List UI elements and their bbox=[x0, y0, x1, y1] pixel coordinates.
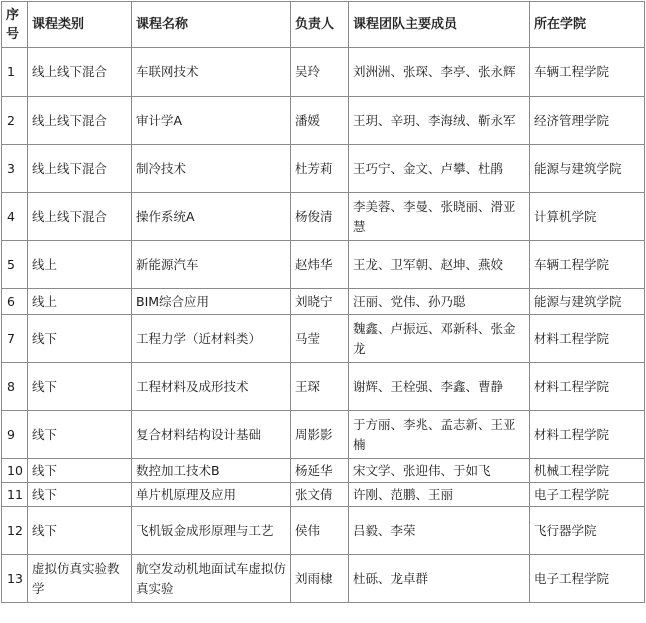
cell-lead: 刘雨棣 bbox=[291, 555, 349, 603]
cell-course-name: 单片机原理及应用 bbox=[132, 483, 291, 507]
cell-course-name: 新能源汽车 bbox=[132, 241, 291, 289]
cell-index: 9 bbox=[2, 411, 28, 459]
cell-index: 8 bbox=[2, 363, 28, 411]
cell-course-name: 航空发动机地面试车虚拟仿真实验 bbox=[132, 555, 291, 603]
header-course-name: 课程名称 bbox=[132, 2, 291, 48]
cell-course-name: 工程力学（近材料类） bbox=[132, 315, 291, 363]
cell-team-members: 刘洲洲、张琛、李亭、张永辉 bbox=[349, 48, 530, 97]
cell-index: 7 bbox=[2, 315, 28, 363]
cell-lead: 杜芳莉 bbox=[291, 145, 349, 193]
cell-course-type: 线上线下混合 bbox=[28, 97, 132, 145]
cell-course-type: 线下 bbox=[28, 315, 132, 363]
cell-team-members: 杜砾、龙卓群 bbox=[349, 555, 530, 603]
table-row bbox=[2, 411, 645, 459]
cell-lead: 马莹 bbox=[291, 315, 349, 363]
header-course-type: 课程类别 bbox=[28, 2, 132, 48]
cell-college: 经济管理学院 bbox=[530, 97, 645, 145]
table-body bbox=[2, 48, 645, 603]
cell-course-name: BIM综合应用 bbox=[132, 289, 291, 315]
table-row bbox=[2, 289, 645, 315]
table-row bbox=[2, 48, 645, 97]
cell-lead: 张文倩 bbox=[291, 483, 349, 507]
cell-team-members: 王玥、辛玥、李海绒、靳永军 bbox=[349, 97, 530, 145]
cell-team-members: 李美蓉、李曼、张晓丽、滑亚慧 bbox=[349, 193, 530, 241]
cell-index: 1 bbox=[2, 48, 28, 97]
cell-index: 6 bbox=[2, 289, 28, 315]
cell-college: 机械工程学院 bbox=[530, 459, 645, 483]
cell-lead: 吴玲 bbox=[291, 48, 349, 97]
cell-team-members: 谢辉、王栓强、李鑫、曹静 bbox=[349, 363, 530, 411]
cell-team-members: 魏鑫、卢振远、邓新科、张金龙 bbox=[349, 315, 530, 363]
table-row bbox=[2, 145, 645, 193]
cell-college: 材料工程学院 bbox=[530, 315, 645, 363]
cell-team-members: 吕毅、李荣 bbox=[349, 507, 530, 555]
cell-course-type: 虚拟仿真实验教学 bbox=[28, 555, 132, 603]
table-row bbox=[2, 483, 645, 507]
cell-course-type: 线上线下混合 bbox=[28, 48, 132, 97]
cell-course-name: 车联网技术 bbox=[132, 48, 291, 97]
cell-lead: 杨俊清 bbox=[291, 193, 349, 241]
cell-team-members: 宋文学、张迎伟、于如飞 bbox=[349, 459, 530, 483]
cell-index: 3 bbox=[2, 145, 28, 193]
cell-course-type: 线下 bbox=[28, 507, 132, 555]
table-row bbox=[2, 193, 645, 241]
cell-team-members: 王巧宁、金文、卢攀、杜鹃 bbox=[349, 145, 530, 193]
cell-course-type: 线上 bbox=[28, 241, 132, 289]
cell-course-name: 工程材料及成形技术 bbox=[132, 363, 291, 411]
table-row bbox=[2, 97, 645, 145]
cell-college: 能源与建筑学院 bbox=[530, 289, 645, 315]
table-row bbox=[2, 363, 645, 411]
cell-course-name: 制冷技术 bbox=[132, 145, 291, 193]
cell-lead: 侯伟 bbox=[291, 507, 349, 555]
cell-lead: 王琛 bbox=[291, 363, 349, 411]
table-row bbox=[2, 459, 645, 483]
cell-college: 材料工程学院 bbox=[530, 411, 645, 459]
header-index: 序号 bbox=[2, 2, 28, 48]
cell-index: 13 bbox=[2, 555, 28, 603]
table-row bbox=[2, 555, 645, 603]
header-row bbox=[2, 2, 645, 48]
cell-college: 飞行器学院 bbox=[530, 507, 645, 555]
cell-lead: 潘媛 bbox=[291, 97, 349, 145]
cell-course-name: 数控加工技术B bbox=[132, 459, 291, 483]
cell-course-type: 线下 bbox=[28, 483, 132, 507]
cell-course-type: 线上线下混合 bbox=[28, 193, 132, 241]
cell-course-name: 复合材料结构设计基础 bbox=[132, 411, 291, 459]
cell-index: 5 bbox=[2, 241, 28, 289]
cell-course-name: 飞机钣金成形原理与工艺 bbox=[132, 507, 291, 555]
cell-index: 4 bbox=[2, 193, 28, 241]
cell-course-name: 审计学A bbox=[132, 97, 291, 145]
cell-course-type: 线上 bbox=[28, 289, 132, 315]
cell-lead: 赵炜华 bbox=[291, 241, 349, 289]
cell-course-type: 线下 bbox=[28, 363, 132, 411]
cell-course-type: 线下 bbox=[28, 459, 132, 483]
cell-college: 材料工程学院 bbox=[530, 363, 645, 411]
cell-team-members: 许刚、范鹏、王丽 bbox=[349, 483, 530, 507]
cell-index: 10 bbox=[2, 459, 28, 483]
cell-college: 车辆工程学院 bbox=[530, 48, 645, 97]
table-row bbox=[2, 315, 645, 363]
cell-team-members: 汪丽、党伟、孙乃聪 bbox=[349, 289, 530, 315]
cell-college: 电子工程学院 bbox=[530, 555, 645, 603]
cell-college: 车辆工程学院 bbox=[530, 241, 645, 289]
cell-team-members: 王龙、卫军朝、赵坤、燕姣 bbox=[349, 241, 530, 289]
cell-college: 电子工程学院 bbox=[530, 483, 645, 507]
table-row bbox=[2, 507, 645, 555]
header-team-members: 课程团队主要成员 bbox=[349, 2, 530, 48]
cell-index: 2 bbox=[2, 97, 28, 145]
cell-college: 计算机学院 bbox=[530, 193, 645, 241]
cell-team-members: 于方丽、李兆、孟志新、王亚楠 bbox=[349, 411, 530, 459]
cell-lead: 周影影 bbox=[291, 411, 349, 459]
cell-index: 12 bbox=[2, 507, 28, 555]
header-lead: 负责人 bbox=[291, 2, 349, 48]
cell-index: 11 bbox=[2, 483, 28, 507]
course-table bbox=[1, 1, 645, 603]
header-college: 所在学院 bbox=[530, 2, 645, 48]
cell-college: 能源与建筑学院 bbox=[530, 145, 645, 193]
cell-lead: 刘晓宁 bbox=[291, 289, 349, 315]
cell-course-type: 线下 bbox=[28, 411, 132, 459]
cell-lead: 杨延华 bbox=[291, 459, 349, 483]
table-row bbox=[2, 241, 645, 289]
cell-course-type: 线上线下混合 bbox=[28, 145, 132, 193]
cell-course-name: 操作系统A bbox=[132, 193, 291, 241]
